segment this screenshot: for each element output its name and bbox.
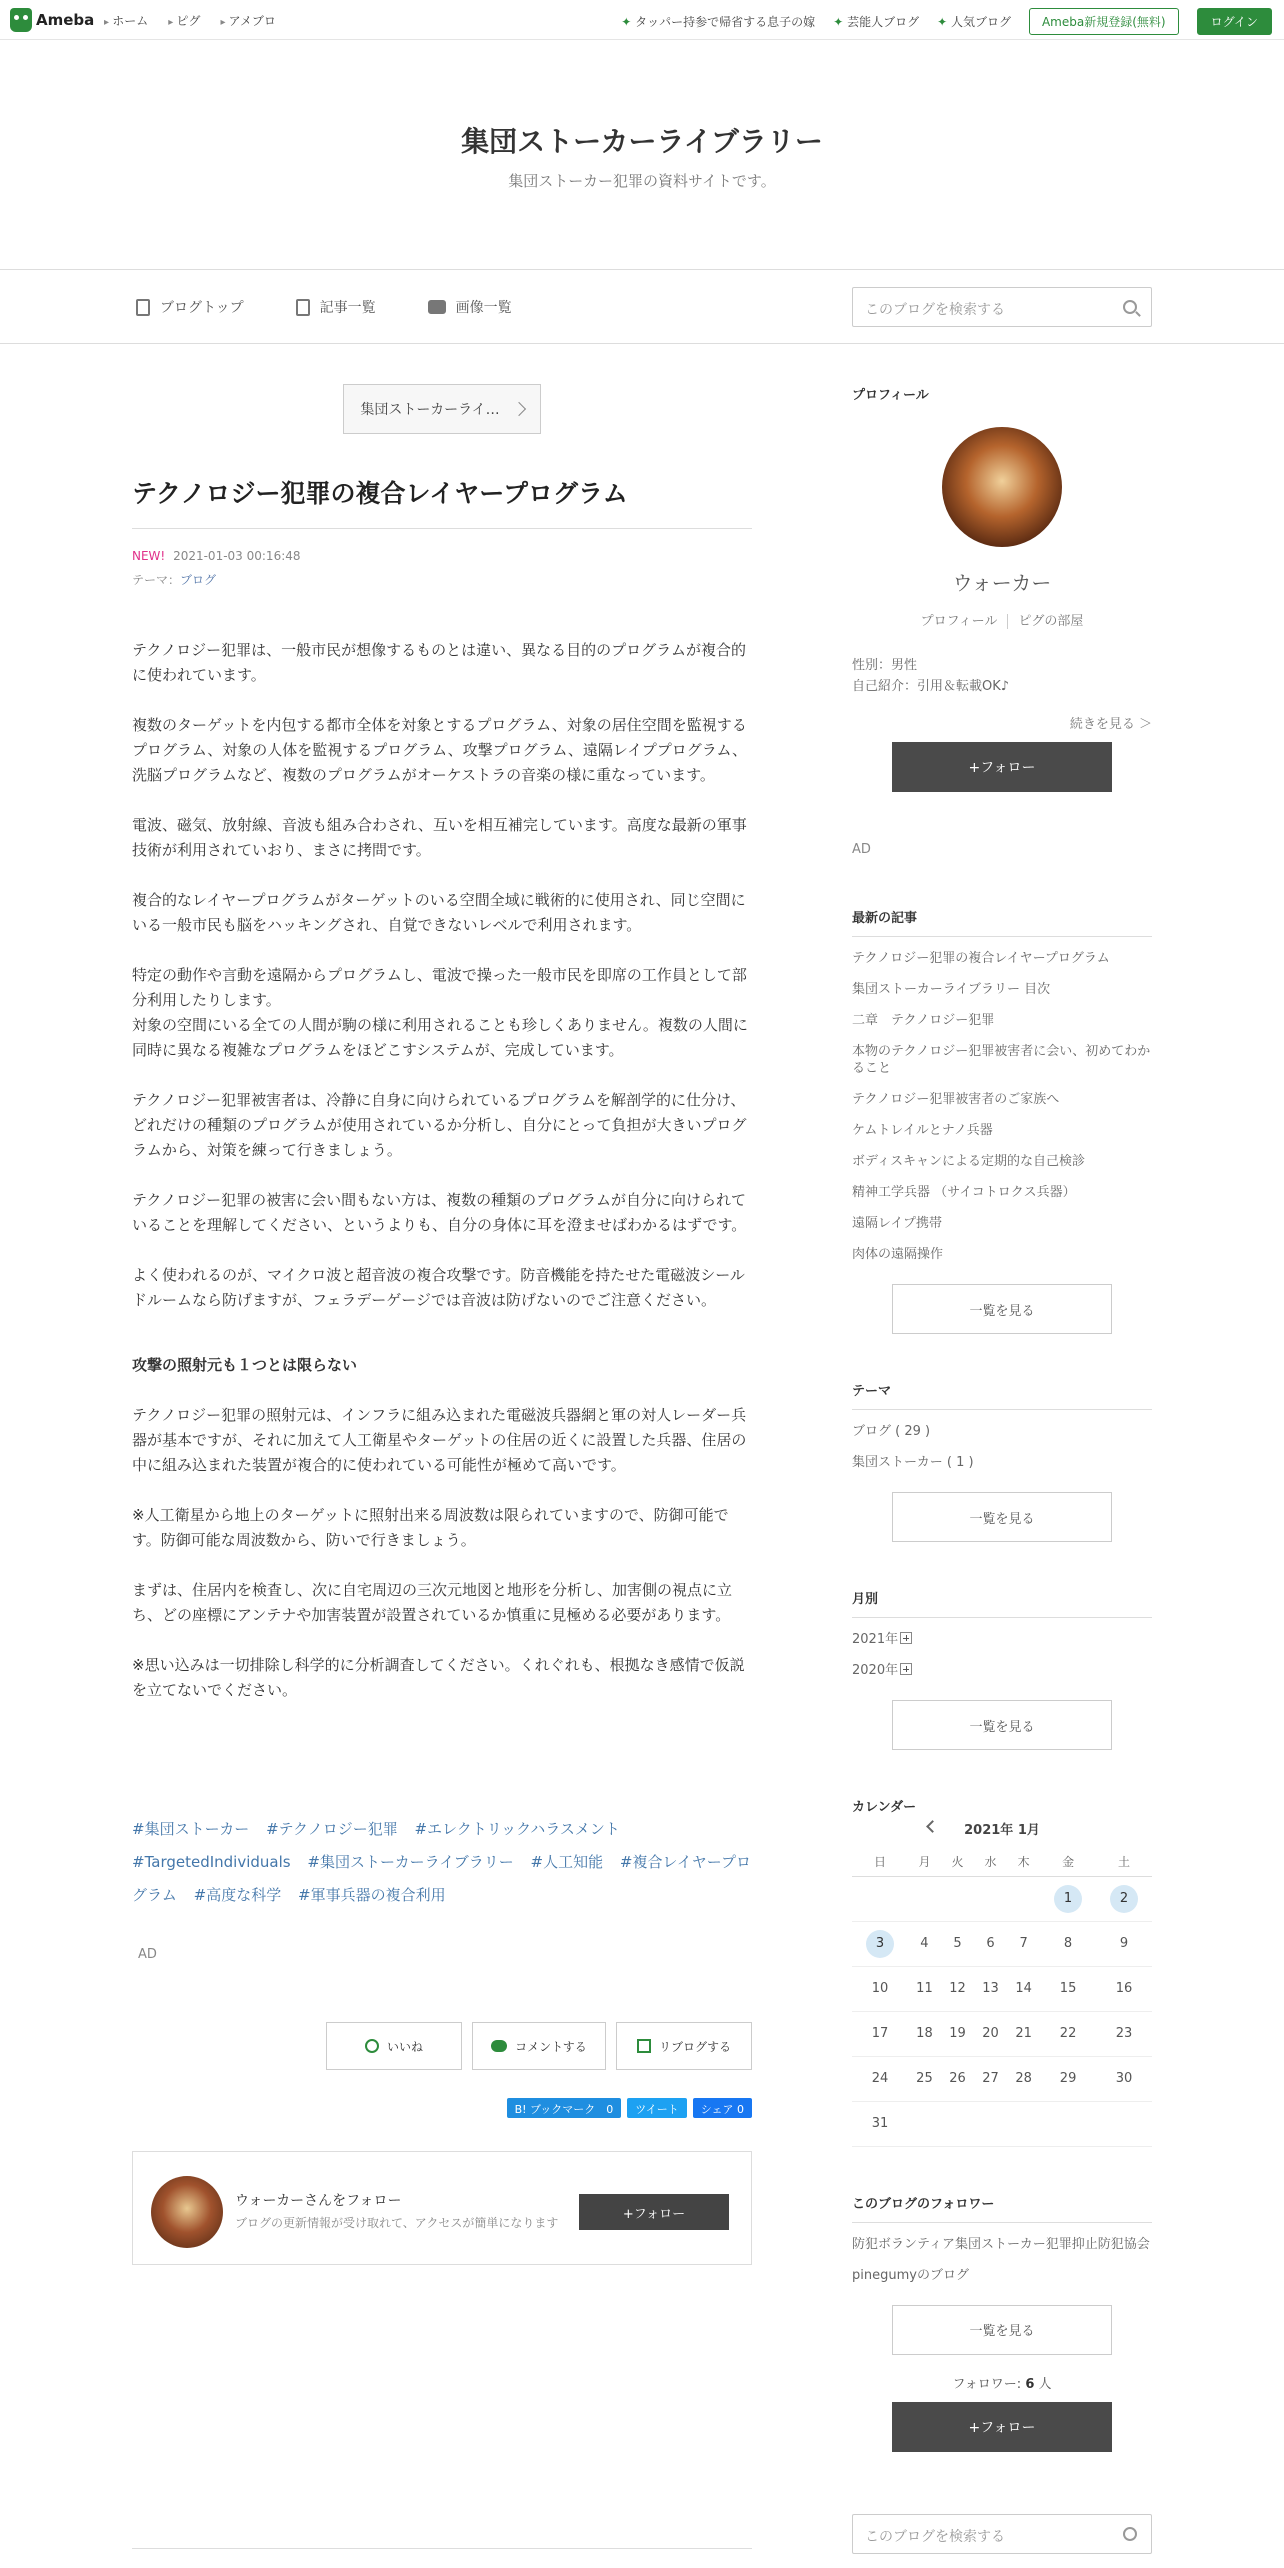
- camera-icon: [428, 300, 446, 314]
- calendar-day[interactable]: [908, 1921, 941, 1966]
- calendar-day: [1096, 2101, 1152, 2146]
- login-button[interactable]: ログイン: [1197, 8, 1272, 35]
- sidebar-search-input[interactable]: [852, 2514, 1152, 2554]
- calendar-day[interactable]: [852, 1966, 908, 2011]
- calendar-day[interactable]: [941, 1966, 974, 2011]
- profile-info: [852, 655, 1152, 697]
- blog-nav: [0, 271, 1284, 344]
- paragraph: ※人工衛星から地上のターゲットに照射出来る周波数は限られていますので、防御可能です。防御可能な周波数から、防いで行きましょう。: [132, 1506, 729, 1549]
- expand-plus-icon[interactable]: [900, 1632, 912, 1644]
- calendar-weekday: 木: [1007, 1848, 1040, 1876]
- profile-link[interactable]: プロフィール: [920, 614, 998, 629]
- recent-entry-link[interactable]: テクノロジー犯罪の複合レイヤープログラム: [852, 951, 1110, 966]
- entry-list-link[interactable]: [296, 297, 376, 317]
- copy-icon: [296, 299, 310, 316]
- blog-description: 集団ストーカー犯罪の資料サイトです。: [508, 172, 776, 190]
- paragraph: 複数のターゲットを内包する都市全体を対象とするプログラム、対象の居住空間を監視するプログラム、対象の人体を監視するプログラム、攻撃プログラム、遠隔レイププログラム、洗脳プログラムなど、複数のプログラムがオーケストラの音楽の様に重なっています。: [132, 716, 748, 784]
- global-nav: [104, 12, 276, 29]
- calendar-day-number: 2: [1110, 1885, 1138, 1913]
- paragraph: テクノロジー犯罪被害者は、冷静に自身に向けられているプログラムを解剖学的に仕分け、どれだけの種類のプログラムが使用されているか分析し、自分にとって負担が大きいプログラムから、対策を練って行きましょう。: [132, 1091, 747, 1159]
- calendar-day: [941, 2101, 974, 2146]
- calendar-day: [1007, 1876, 1040, 1921]
- followers-see-all-button[interactable]: 一覧を見る: [892, 2305, 1112, 2355]
- calendar-week: [852, 2101, 1152, 2146]
- calendar-day-number: 6: [986, 1936, 995, 1951]
- sidebar-follow-button[interactable]: +フォロー: [892, 742, 1112, 792]
- calendar-week: [852, 2011, 1152, 2056]
- expand-plus-icon[interactable]: [900, 1663, 912, 1675]
- calendar-day[interactable]: [1040, 1966, 1096, 2011]
- calendar-day[interactable]: [1007, 2056, 1040, 2101]
- read-more-link[interactable]: 続きを見る ＞: [1069, 717, 1152, 732]
- document-icon: [136, 299, 150, 316]
- calendar-day[interactable]: [1096, 2056, 1152, 2101]
- calendar-day-number: 9: [1119, 1936, 1129, 1951]
- calendar-day-number: 3: [866, 1930, 894, 1958]
- nav-ameblo-link[interactable]: ▸ アメブロ: [220, 12, 275, 29]
- followers-heading: このブログのフォロワー: [852, 2193, 1152, 2223]
- entry-list-label: 記事一覧: [319, 300, 376, 316]
- calendar-day[interactable]: [1096, 1921, 1152, 1966]
- recent-entry-link[interactable]: 精神工学兵器 （サイコトロクス兵器）: [852, 1185, 1076, 1200]
- followers-list: [852, 2229, 1152, 2291]
- blog-top-link[interactable]: [136, 297, 244, 317]
- calendar-day-number: 17: [871, 2026, 889, 2041]
- calendar-weekday: 土: [1096, 1848, 1152, 1876]
- ameba-logo-icon: [10, 8, 32, 32]
- trending-link[interactable]: ✦ タッパー持参で帰省する息子の嫁: [621, 13, 815, 30]
- calendar-heading: カレンダー: [852, 1800, 917, 1815]
- calendar-week: [852, 1966, 1152, 2011]
- blog-breadcrumb-button[interactable]: [343, 384, 541, 434]
- recent-entry-link[interactable]: 集団ストーカーライブラリー 目次: [852, 982, 1051, 997]
- popular-blog-link[interactable]: ✦ 人気ブログ: [937, 13, 1011, 30]
- theme-list: [852, 1416, 1152, 1478]
- profile-avatar[interactable]: [942, 427, 1062, 547]
- profile-heading: プロフィール: [852, 388, 929, 403]
- calendar-day: [941, 1876, 974, 1921]
- paragraph: まずは、住居内を検査し、次に自宅周辺の三次元地図と地形を分析し、加害側の視点に立ち、どの座標にアンテナや加害装置が設置されているか慎重に見極める必要があります。: [132, 1581, 733, 1624]
- follower-count-label: フォロワー:: [952, 2376, 1022, 2392]
- follow-box: [132, 2151, 752, 2265]
- calendar-day: [908, 2101, 941, 2146]
- follow-box-description: ブログの更新情報が受け取れて、アクセスが簡単になります: [235, 2216, 559, 2230]
- calendar-day-number: 26: [949, 2071, 966, 2086]
- ameba-logo[interactable]: [10, 8, 94, 32]
- calendar-day[interactable]: [908, 2011, 941, 2056]
- calendar-day[interactable]: [1040, 1921, 1096, 1966]
- blog-header: [0, 40, 1284, 270]
- chevron-right-icon: [512, 402, 526, 416]
- new-badge: NEW!: [132, 549, 166, 563]
- calendar-weekday: 日: [852, 1848, 908, 1876]
- blog-search-input[interactable]: [852, 287, 1152, 327]
- calendar-day-number: 5: [953, 1936, 962, 1951]
- calendar-week: [852, 1921, 1152, 1966]
- calendar-week: [852, 2056, 1152, 2101]
- calendar-day-number: 13: [982, 1981, 999, 1996]
- calendar-day: [908, 1876, 941, 1921]
- hashtag-link[interactable]: #集団ストーカー: [132, 1820, 250, 1838]
- ad-label: AD: [138, 1947, 157, 1962]
- theme-item-link[interactable]: ブログ ( 29 ): [852, 1424, 931, 1439]
- hashtag-link[interactable]: #複合レイヤープログラム: [132, 1853, 751, 1904]
- monthly-see-all-button[interactable]: 一覧を見る: [892, 1700, 1112, 1750]
- calendar-day[interactable]: [1096, 2011, 1152, 2056]
- calendar-day[interactable]: [908, 1966, 941, 2011]
- blog-search-placeholder: このブログを検索する: [865, 302, 1005, 318]
- article-actions: [132, 2022, 752, 2070]
- nav-pigg-link[interactable]: ▸ ピグ: [168, 12, 200, 29]
- register-button[interactable]: Ameba新規登録(無料): [1029, 8, 1179, 35]
- calendar-day-number: 22: [1059, 2026, 1077, 2041]
- article-body: [132, 638, 752, 1703]
- paragraph: 電波、磁気、放射線、音波も組み合わされ、互いを相互補完しています。高度な最新の軍事技術が利用されていおり、まさに拷問です。: [132, 816, 747, 859]
- calendar-day[interactable]: [974, 2011, 1007, 2056]
- reblog-icon: [637, 2039, 651, 2053]
- celebrity-blog-link[interactable]: ✦ 芸能人ブログ: [833, 13, 919, 30]
- paragraph: 複合的なレイヤープログラムがターゲットのいる空間全域に戦術的に使用され、同じ空間にいる一般市民も脳をハッキングされ、自覚できないレベルで利用されます。: [132, 891, 746, 934]
- monthly-list: [852, 1624, 1152, 1686]
- calendar-day[interactable]: [974, 1921, 1007, 1966]
- calendar-weekday: 月: [908, 1848, 941, 1876]
- month-item[interactable]: [852, 1655, 1152, 1686]
- calendar-day-number: 23: [1115, 2026, 1133, 2041]
- blog-top-label: ブログトップ: [160, 300, 244, 316]
- paragraph: テクノロジー犯罪は、一般市民が想像するものとは違い、異なる目的のプログラムが複合的に使われています。: [132, 641, 746, 684]
- calendar-day: [974, 2101, 1007, 2146]
- sidebar: [852, 344, 1152, 2554]
- calendar-weekday: 金: [1040, 1848, 1096, 1876]
- nav-home-link[interactable]: ▸ ホーム: [104, 12, 148, 29]
- calendar-day[interactable]: [852, 2011, 908, 2056]
- calendar-day-number: 31: [871, 2116, 889, 2131]
- calendar-day[interactable]: [852, 1921, 908, 1966]
- hashtag-link[interactable]: #軍事兵器の複合利用: [298, 1886, 446, 1904]
- calendar-day-number: 27: [982, 2071, 999, 2086]
- theme-item-link[interactable]: 集団ストーカー ( 1 ): [852, 1455, 974, 1470]
- reblog-label: リブログする: [658, 2039, 731, 2054]
- comment-icon: [491, 2040, 507, 2052]
- calendar-weekday: 火: [941, 1848, 974, 1876]
- calendar-day-number: 24: [871, 2071, 889, 2086]
- recent-entry-link[interactable]: ボディスキャンによる定期的な自己検診: [852, 1154, 1085, 1169]
- recent-entries-list: [852, 943, 1152, 1270]
- recent-entries-heading: 最新の記事: [852, 907, 1152, 937]
- calendar-day[interactable]: [1040, 1876, 1096, 1921]
- profile-intro: 自己紹介：引用＆転載OK♪: [852, 679, 1010, 694]
- divider: [132, 2548, 752, 2549]
- article-column: [132, 344, 752, 2265]
- calendar-day-number: 12: [949, 1981, 966, 1996]
- paragraph: よく使われるのが、マイクロ波と超音波の複合攻撃です。防音機能を持たせた電磁波シールドルームなら防げますが、フェラデーゲージでは音波は防げないのでご注意ください。: [132, 1266, 745, 1309]
- calendar-day-number: 30: [1115, 2071, 1133, 2086]
- paragraph: ※思い込みは一切排除し科学的に分析調査してください。くれぐれも、根拠なき感情で仮説を立てないでください。: [132, 1656, 745, 1699]
- calendar-day[interactable]: [1096, 1876, 1152, 1921]
- calendar-day[interactable]: [1040, 2011, 1096, 2056]
- hashtag-link[interactable]: #高度な科学: [193, 1886, 282, 1904]
- month-item[interactable]: [852, 1624, 1152, 1655]
- calendar-day[interactable]: [908, 2056, 941, 2101]
- calendar-day-number: 15: [1059, 1981, 1077, 1996]
- month-label: 2020年: [852, 1663, 899, 1678]
- article-meta: [132, 549, 752, 588]
- follow-box-title: ウォーカーさんをフォロー: [235, 2193, 402, 2209]
- smile-icon: [365, 2039, 379, 2053]
- blog-title[interactable]: 集団ストーカーライブラリー: [461, 125, 823, 158]
- calendar-day[interactable]: [941, 2056, 974, 2101]
- monthly-heading: 月別: [852, 1588, 1152, 1618]
- calendar-day-number: 20: [982, 2026, 999, 2041]
- like-button[interactable]: [326, 2022, 462, 2070]
- calendar-day-number: 29: [1059, 2071, 1077, 2086]
- calendar-day: [1040, 2101, 1096, 2146]
- calendar-day-number: 19: [949, 2026, 966, 2041]
- calendar-day-number: 16: [1115, 1981, 1133, 1996]
- calendar-day-number: 21: [1015, 2026, 1032, 2041]
- calendar-day[interactable]: [1096, 1966, 1152, 2011]
- calendar-day[interactable]: [1007, 1921, 1040, 1966]
- follower-link[interactable]: pinegumyのブログ: [852, 2267, 969, 2283]
- follower-count-unit: 人: [1038, 2376, 1052, 2392]
- calendar-month: 2021年 1月: [964, 1823, 1040, 1838]
- profile-links: [852, 610, 1152, 629]
- article-date: 2021-01-03 00:16:48: [173, 549, 301, 563]
- calendar-day[interactable]: [1040, 2056, 1096, 2101]
- calendar-day-number: 10: [871, 1981, 889, 1996]
- calendar-day-number: 11: [916, 1981, 933, 1996]
- calendar-day-number: 1: [1054, 1885, 1082, 1913]
- image-list-label: 画像一覧: [455, 300, 512, 316]
- calendar-day[interactable]: [1007, 1966, 1040, 2011]
- sidebar-search-placeholder: このブログを検索する: [865, 2528, 1005, 2545]
- calendar-weekday: 水: [974, 1848, 1007, 1876]
- follower-link[interactable]: 防犯ボランティア集団ストーカー犯罪抑止防犯協会: [852, 2236, 1150, 2252]
- calendar-header: [852, 1819, 1152, 1838]
- hashtag-link[interactable]: #テクノロジー犯罪: [266, 1820, 398, 1838]
- calendar-day[interactable]: [974, 1966, 1007, 2011]
- search-icon[interactable]: [1123, 300, 1137, 314]
- reblog-button[interactable]: [616, 2022, 752, 2070]
- hashtag-link[interactable]: #TargetedIndividuals: [132, 1853, 291, 1871]
- hashtag-link[interactable]: #エレクトリックハラスメント: [414, 1820, 620, 1838]
- paragraph: テクノロジー犯罪の被害に会い間もない方は、複数の種類のプログラムが自分に向けられていることを理解してください、というよりも、自分の身体に耳を澄ませばわかるはずです。: [132, 1191, 747, 1234]
- calendar-day[interactable]: [974, 2056, 1007, 2101]
- recent-entry-link[interactable]: 本物のテクノロジー犯罪被害者に会い、初めてわかること: [852, 1044, 1151, 1076]
- sidebar-ad-label: AD: [852, 842, 871, 857]
- calendar-day-number: 8: [1063, 1936, 1073, 1951]
- profile-gender: 性別：男性: [852, 658, 918, 673]
- theme-heading: テーマ: [852, 1380, 1152, 1410]
- calendar-day[interactable]: [941, 2011, 974, 2056]
- calendar-day-number: 28: [1015, 2071, 1032, 2086]
- article-subheading: 攻撃の照射元も１つとは限らない: [132, 1356, 358, 1374]
- recent-entry-link[interactable]: 遠隔レイプ携帯: [852, 1216, 942, 1231]
- calendar-day[interactable]: [852, 2056, 908, 2101]
- calendar-day-number: 25: [916, 2071, 933, 2086]
- calendar-day[interactable]: [941, 1921, 974, 1966]
- hashtag-list: [132, 1813, 752, 1912]
- recent-entry-link[interactable]: 肉体の遠隔操作: [852, 1247, 944, 1262]
- calendar-day-number: 7: [1019, 1936, 1028, 1951]
- breadcrumb-label: 集団ストーカーライ…: [360, 402, 500, 418]
- recent-entry-link[interactable]: ケムトレイルとナノ兵器: [852, 1123, 993, 1138]
- calendar-day-number: 4: [920, 1936, 929, 1951]
- theme-label: テーマ：: [132, 573, 181, 587]
- follow-button[interactable]: +フォロー: [579, 2194, 729, 2230]
- theme-see-all-button[interactable]: 一覧を見る: [892, 1492, 1112, 1542]
- search-icon[interactable]: [1123, 2527, 1137, 2541]
- hashtag-link[interactable]: #集団ストーカーライブラリー: [307, 1853, 514, 1871]
- avatar[interactable]: [151, 2176, 223, 2248]
- global-header: [0, 0, 1284, 40]
- sidebar-follow-button-bottom[interactable]: +フォロー: [892, 2402, 1112, 2452]
- calendar-table: [852, 1848, 1152, 2147]
- facebook-share-button[interactable]: シェア 0: [693, 2098, 752, 2118]
- hatena-bookmark-button[interactable]: B! ブックマーク 0: [507, 2098, 622, 2118]
- ameba-logo-text: Ameba: [36, 11, 95, 29]
- recent-entry-link[interactable]: テクノロジー犯罪被害者のご家族へ: [852, 1092, 1060, 1107]
- tweet-button[interactable]: ツイート: [627, 2098, 686, 2118]
- comment-label: コメントする: [515, 2039, 587, 2054]
- like-label: いいね: [386, 2039, 423, 2054]
- image-list-link[interactable]: [428, 297, 512, 317]
- calendar-day: [852, 1876, 908, 1921]
- recent-entry-link[interactable]: 二章 テクノロジー犯罪: [852, 1013, 995, 1028]
- calendar-day: [974, 1876, 1007, 1921]
- article-title[interactable]: テクノロジー犯罪の複合レイヤープログラム: [132, 474, 752, 529]
- calendar-day[interactable]: [852, 2101, 908, 2146]
- calendar-week: [852, 1876, 1152, 1921]
- share-buttons: [132, 2098, 752, 2118]
- header-right: [621, 8, 1272, 35]
- calendar-day[interactable]: [1007, 2011, 1040, 2056]
- hashtag-link[interactable]: #人工知能: [530, 1853, 604, 1871]
- chevron-left-icon[interactable]: [926, 1820, 939, 1833]
- paragraph: テクノロジー犯罪の照射元は、インフラに組み込まれた電磁波兵器網と軍の対人レーダー兵器が基本ですが、それに加えて人工衛星やターゲットの住居の近くに設置した兵器、住居の中に組み込まれた装置が複合的に使われている可能性が極めて高いです。: [132, 1406, 747, 1474]
- follower-count-value: 6: [1025, 2376, 1035, 2392]
- paragraph: 特定の動作や言動を遠隔からプログラムし、電波で操った一般市民を即席の工作員として部分利用したりします。 対象の空間にいる全ての人間が駒の様に利用されることも珍しくありません。複数の人間に同時に異なる複雑なプログラムをほどこすシステムが、完成しています。: [132, 966, 748, 1059]
- comment-button[interactable]: [472, 2022, 606, 2070]
- calendar-day-number: 14: [1015, 1981, 1032, 1996]
- theme-link[interactable]: ブログ: [180, 573, 217, 587]
- calendar-day-number: 18: [916, 2026, 933, 2041]
- profile-name[interactable]: ウォーカー: [952, 571, 1052, 595]
- calendar-day: [1007, 2101, 1040, 2146]
- recent-see-all-button[interactable]: 一覧を見る: [892, 1284, 1112, 1334]
- month-label: 2021年: [852, 1632, 899, 1647]
- pigg-room-link[interactable]: ピグの部屋: [1007, 614, 1083, 629]
- follower-count: [852, 2373, 1152, 2392]
